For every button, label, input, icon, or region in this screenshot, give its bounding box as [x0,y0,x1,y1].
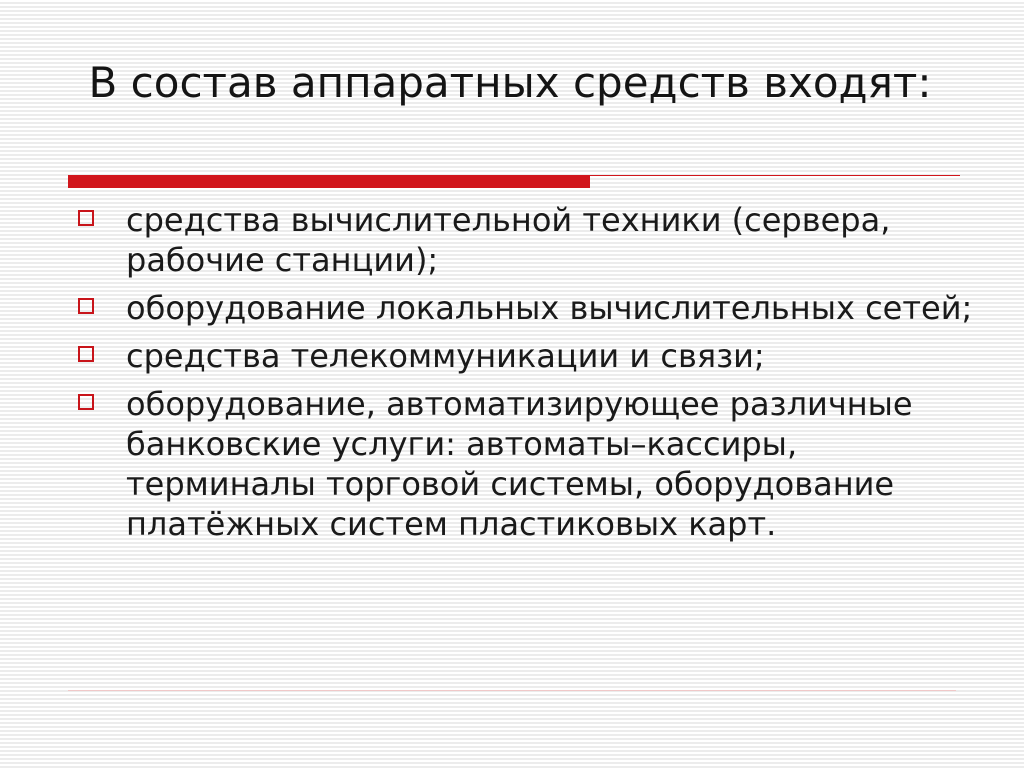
hollow-square-icon [78,210,94,226]
bullet-list [78,200,978,552]
hollow-square-icon [78,346,94,362]
bullet-text: оборудование локальных вычислительных сетей; [126,289,973,327]
title-underline-accent [68,175,590,188]
title-underline-thin [590,175,960,176]
hollow-square-icon [78,394,94,410]
footer-divider [68,690,956,691]
list-item [78,200,978,280]
list-item [78,336,978,376]
bullet-text: оборудование, автоматизирующее различные банковские услуги: автоматы–кассиры, терминалы торговой системы, оборудование платёжных систем пластиковых карт. [126,385,913,543]
hollow-square-icon [78,298,94,314]
list-item [78,384,978,544]
slide-title: В состав аппаратных средств входят: [88,58,932,107]
list-item [78,288,978,328]
bullet-text: средства вычислительной техники (сервера, рабочие станции); [126,201,891,279]
bullet-text: средства телекоммуникации и связи; [126,337,765,375]
